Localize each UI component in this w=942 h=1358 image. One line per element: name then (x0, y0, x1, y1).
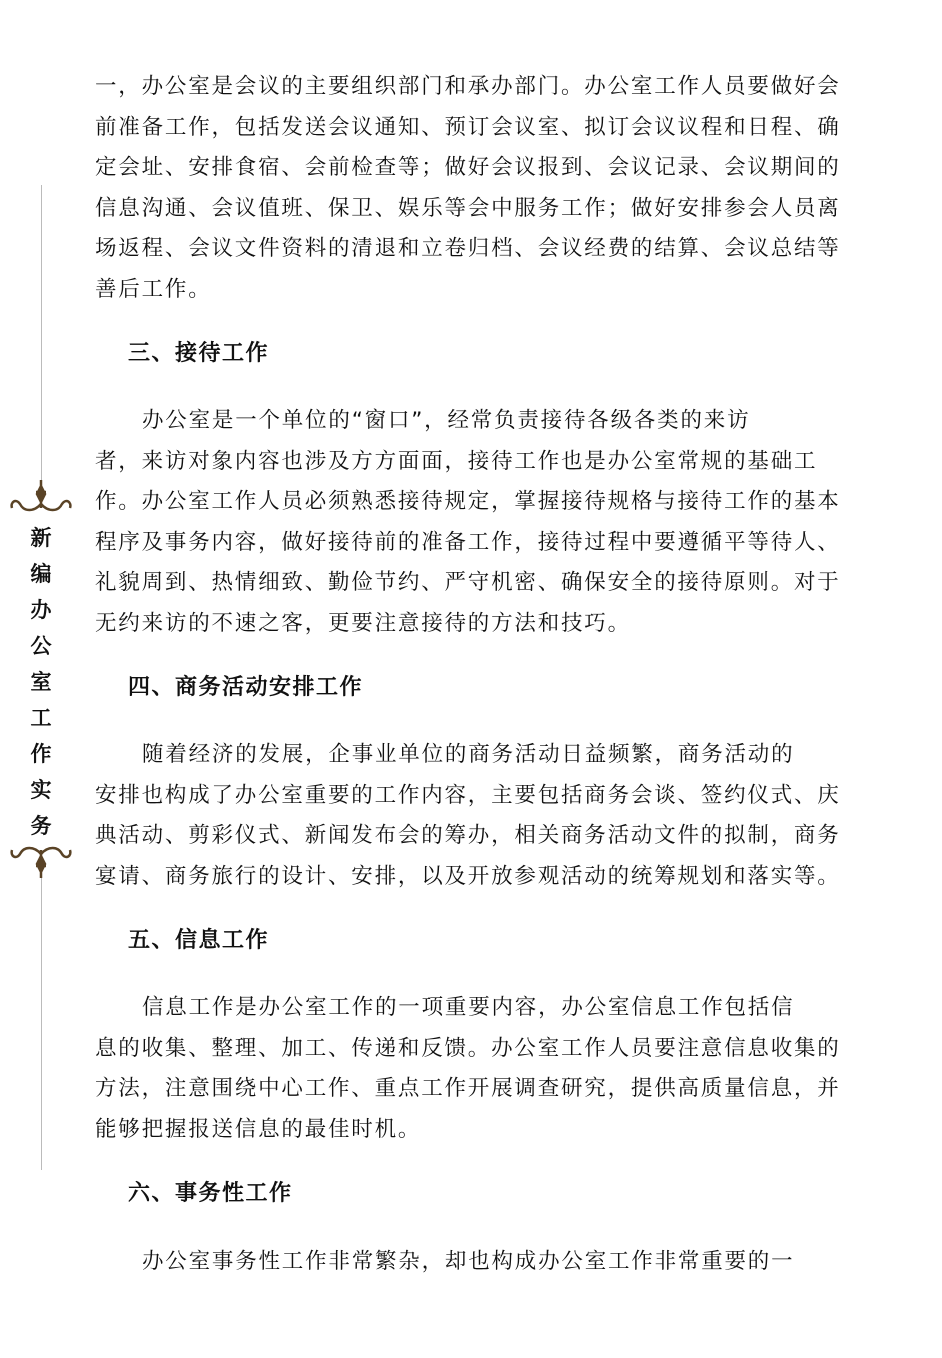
text-line: 者，来访对象内容也涉及方方面面，接待工作也是办公室常规的基础工 (95, 448, 818, 474)
text-line: 办公室事务性工作非常繁杂，却也构成办公室工作非常重要的一 (142, 1249, 795, 1274)
side-title-char: 实 (30, 778, 52, 802)
text-line: 能够把握报送信息的最佳时机。 (95, 1116, 422, 1142)
text-line: 安排也构成了办公室重要的工作内容，主要包括商务会谈、签约仪式、庆 (95, 782, 841, 808)
side-title-char: 新 (30, 526, 52, 550)
side-title-char: 室 (30, 670, 52, 694)
paragraph-reception (95, 401, 855, 645)
text-line: 场返程、会议文件资料的清退和立卷归档、会议经费的结算、会议总结等 (95, 236, 841, 262)
paragraph-meeting (95, 67, 855, 311)
text-line: 善后工作。 (95, 276, 212, 302)
ornament-top-icon (6, 478, 76, 518)
section-heading: 四、商务活动安排工作 (128, 675, 364, 700)
text-line: 程序及事务内容，做好接待前的准备工作，接待过程中要遵循平等待人、 (95, 529, 841, 555)
section-heading: 六、事务性工作 (128, 1181, 293, 1206)
paragraph-affairs (95, 1242, 855, 1283)
text-line: 无约来访的不速之客，更要注意接待的方法和技巧。 (95, 610, 631, 636)
section-heading: 三、接待工作 (128, 341, 270, 366)
text-line: 定会址、安排食宿、会前检查等；做好会议报到、会议记录、会议期间的 (95, 155, 841, 181)
text-line: 典活动、剪彩仪式、新闻发布会的筹办，相关商务活动文件的拟制，商务 (95, 823, 841, 849)
side-rule-top (41, 185, 42, 485)
text-line: 随着经济的发展，企事业单位的商务活动日益频繁，商务活动的 (142, 742, 795, 767)
text-line: 作。办公室工作人员必须熟悉接待规定，掌握接待规格与接待工作的基本 (95, 489, 841, 515)
text-line: 办公室是一个单位的“窗口”，经常负责接待各级各类的来访 (142, 408, 751, 433)
side-title (26, 520, 56, 844)
text-line: 礼貌周到、热情细致、勤俭节约、严守机密、确保安全的接待原则。对于 (95, 570, 841, 596)
text-line: 信息工作是办公室工作的一项重要内容，办公室信息工作包括信 (142, 995, 795, 1020)
paragraph-information (95, 988, 855, 1150)
side-title-char: 办 (30, 598, 52, 622)
text-line: 信息沟通、会议值班、保卫、娱乐等会中服务工作；做好安排参会人员离 (95, 195, 841, 221)
text-line: 息的收集、整理、加工、传递和反馈。办公室工作人员要注意信息收集的 (95, 1035, 841, 1061)
text-line: 前准备工作，包括发送会议通知、预订会议室、拟订会议议程和日程、确 (95, 114, 841, 140)
side-title-char: 务 (30, 814, 52, 838)
side-rule-bottom (41, 878, 42, 1170)
paragraph-business (95, 735, 855, 897)
section-heading: 五、信息工作 (128, 928, 270, 953)
text-line: 宴请、商务旅行的设计、安排，以及开放参观活动的统筹规划和落实等。 (95, 863, 841, 889)
side-title-char: 工 (30, 706, 52, 730)
side-title-char: 编 (30, 562, 52, 586)
side-title-char: 作 (30, 742, 52, 766)
ornament-bottom-icon (6, 840, 76, 880)
text-line: 方法，注意围绕中心工作、重点工作开展调查研究，提供高质量信息，并 (95, 1076, 841, 1102)
text-line: 一，办公室是会议的主要组织部门和承办部门。办公室工作人员要做好会 (95, 74, 841, 99)
side-title-char: 公 (30, 634, 52, 658)
